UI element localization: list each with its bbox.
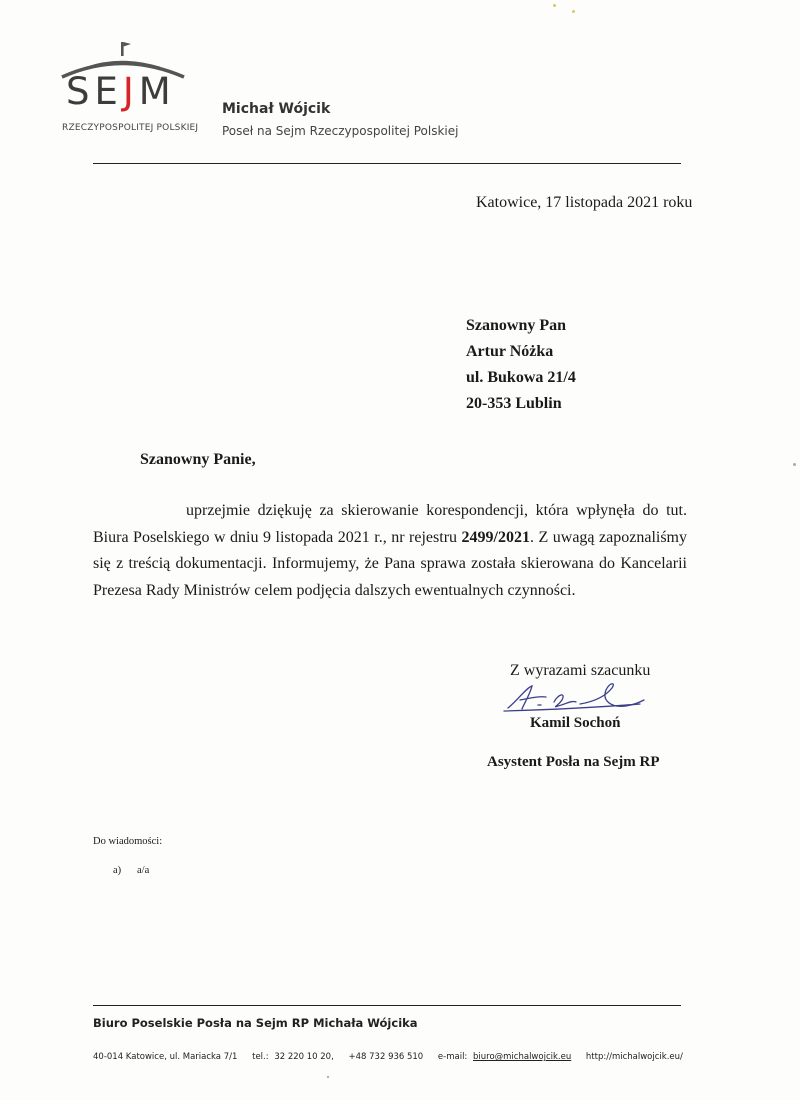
logo-wordmark-right: M [138,70,176,113]
footer-divider [93,1005,681,1006]
signer-name: Kamil Sochoń [530,715,621,731]
signature [500,678,650,720]
logo-wordmark [66,70,176,113]
recipient-line: Szanowny Pan [466,317,567,334]
footer-email-label: e-mail: [437,1052,468,1062]
logo-subtitle: RZECZYPOSPOLITEJ POLSKIEJ [62,123,199,133]
footer-address: 40-014 Katowice, ul. Mariacka 7/1 [93,1052,238,1062]
recipient-line: Artur Nóżka [466,343,554,360]
closing: Z wyrazami szacunku [510,662,651,679]
footer-website-link[interactable]: http://michalwojcik.eu/ [585,1052,683,1062]
letter-date: Katowice, 17 listopada 2021 roku [476,194,693,211]
logo-wordmark-left: SE [66,70,123,113]
scan-speck [553,4,556,7]
footer-phone-1: 32 220 10 20, [274,1052,334,1062]
footer-tel-label: tel.: [252,1052,269,1062]
recipient-line: ul. Bukowa 21/4 [466,369,576,386]
mp-role: Poseł na Sejm Rzeczypospolitej Polskiej [222,124,459,138]
cc-label: Do wiadomości: [93,836,163,847]
logo-wordmark-mid: J [122,70,139,113]
scan-speck [327,1076,329,1078]
cc-item-label: a) [113,865,122,876]
recipient-line: 20-353 Lublin [466,395,562,412]
body-text: uprzejmie dziękuję za skierowanie korespondencji, która wpłynęła do tut. Biura Poselskiego w dniu 9 listopada 2021 r., nr rejestru [93,502,687,546]
footer-contacts [93,1052,695,1062]
scan-speck [572,10,575,13]
mp-name: Michał Wójcik [222,101,331,117]
scan-speck [793,463,796,466]
register-number: 2499/2021 [461,528,530,546]
letter-body [93,498,687,604]
footer-title: Biuro Poselskie Posła na Sejm RP Michała Wójcika [93,1016,418,1030]
salutation: Szanowny Panie, [140,451,256,468]
footer-phone-2: +48 732 936 510 [348,1052,424,1062]
header-divider [93,163,681,164]
recipient-address [466,313,576,417]
body-text: . Z uwagą zapoznaliśmy się z treścią dokumentacji. Informujemy, że Pana sprawa została skierowana do Kancelarii Prezesa Rady Ministrów celem podjęcia dalszych ewentualnych czynności. [93,528,688,599]
signer-role: Asystent Posła na Sejm RP [487,754,660,770]
cc-item-value: a/a [137,865,150,876]
footer-email-link[interactable]: biuro@michalwojcik.eu [473,1052,572,1062]
